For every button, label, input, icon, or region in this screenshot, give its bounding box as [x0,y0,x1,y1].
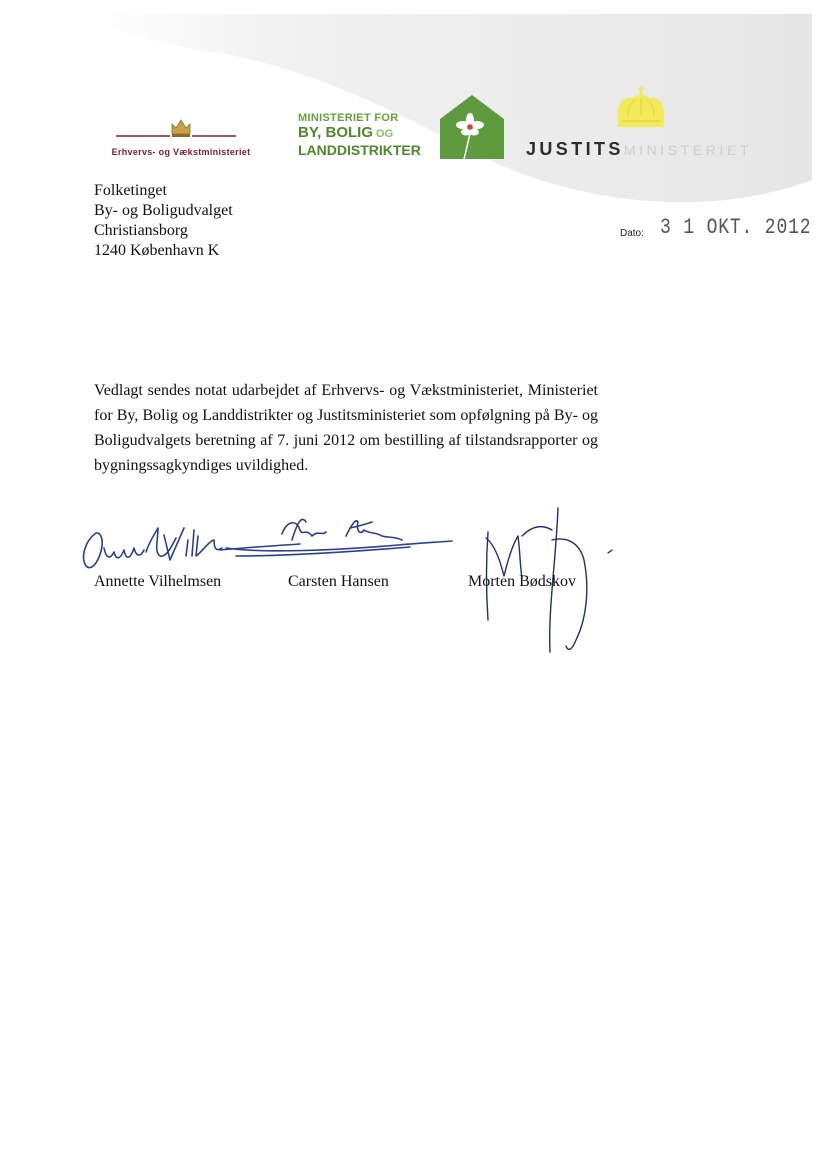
by-bolig-logo-line1: MINISTERIET FOR [298,112,399,124]
justitsministeriet-logo-text [526,139,752,160]
ministeriet-word: MINISTERIET [623,142,753,158]
justits-word: JUSTITS [526,139,624,159]
by-bolig-logo-line3: LANDDISTRIKTER [298,142,421,158]
recipient-line: 1240 København K [94,242,220,259]
by-bolig-landdistrikter-logo [298,95,508,165]
by-bolig-logo-og: OG [376,128,394,140]
signatory-name: Morten Bødskov [468,573,576,590]
crown-icon [86,114,276,146]
erhvervs-vaekst-logo [86,114,276,164]
recipient-address [94,181,233,261]
justitsministeriet-logo [526,86,766,166]
body-paragraph: Vedlagt sendes notat udarbejdet af Erhvervs- og Vækstministeriet, Ministeriet for By, Bolig og Landdistrikter og Justitsministeriet som opfølgning på By- og Boligudvalgets beretning af 7. juni 2012 om bestilling af tilstandsrapporter og bygningssagkyndiges uvildighed. [94,382,598,474]
signatory-name: Carsten Hansen [288,573,389,590]
signatory-name: Annette Vilhelmsen [94,573,222,590]
date-stamp: 3 1 OKT. 2012 [660,215,812,240]
recipient-line: Christiansborg [94,222,188,239]
house-flower-icon [440,95,504,159]
date-label: Dato: [620,228,644,239]
crown-icon [614,86,668,132]
recipient-line: Folketinget [94,182,167,199]
recipient-line: By- og Boligudvalget [94,202,233,219]
erhvervs-vaekst-logo-text: Erhvervs- og Vækstministeriet [111,147,251,157]
by-bolig-logo-text: BY, BOLIG [298,124,374,141]
by-bolig-logo-line2 [298,124,393,141]
